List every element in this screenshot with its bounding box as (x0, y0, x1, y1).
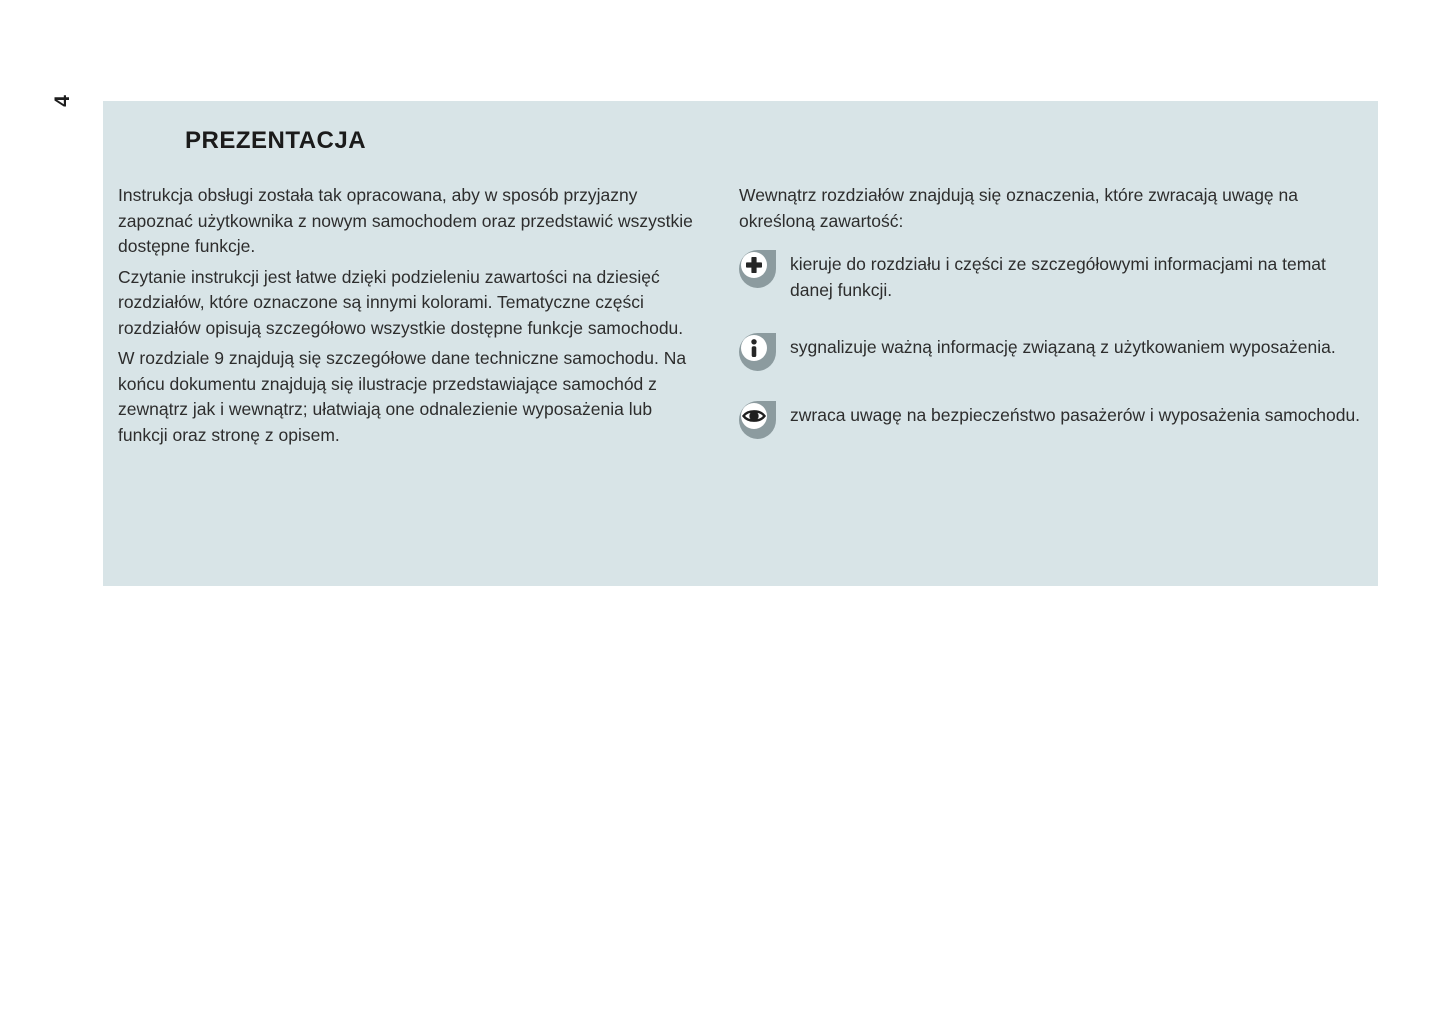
legend-item (739, 333, 1371, 371)
legend-item (739, 250, 1371, 303)
legend-item-text: sygnalizuje ważną informację związaną z użytkowaniem wyposażenia. (790, 337, 1336, 357)
content-panel (103, 101, 1378, 586)
page-title: PREZENTACJA (185, 127, 367, 154)
manual-description-paragraph: Instrukcja obsługi została tak opracowana, aby w sposób przyjazny zapoznać użytkownika z nowym samochodem oraz przedstawić wszystkie dostępne funkcje. (118, 185, 693, 256)
technical-data-paragraph: W rozdziale 9 znajdują się szczegółowe dane techniczne samochodu. Na końcu dokumentu znajdują się ilustracje przedstawiające samochód z zewnątrz jak i wewnątrz; ułatwiają one odnalezienie wyposażenia lub funkcji oraz stronę z opisem. (118, 348, 687, 445)
info-icon (739, 333, 776, 371)
right-column (739, 183, 1371, 469)
chapters-description-paragraph: Czytanie instrukcji jest łatwe dzięki podzieleniu zawartości na dziesięć rozdziałów, które oznaczone są innymi kolorami. Tematyczne części rozdziałów opisują szczegółowo wszystkie dostępne funkcje samochodu. (118, 266, 684, 338)
plus-icon (739, 250, 776, 288)
legend-item-text: zwraca uwagę na bezpieczeństwo pasażerów i wyposażenia samochodu. (790, 405, 1361, 425)
legend-intro: Wewnątrz rozdziałów znajdują się oznaczenia, które zwracają uwagę na określoną zawartość: (739, 185, 1298, 231)
left-column (118, 183, 696, 453)
plus-icon-circle (741, 252, 767, 278)
eye-icon (739, 401, 776, 439)
legend-list (739, 250, 1371, 439)
legend-item-text: kieruje do rozdziału i części ze szczegółowymi informacjami na temat danej funkcji. (790, 254, 1326, 300)
info-icon-circle (741, 335, 767, 361)
legend-item (739, 401, 1371, 439)
eye-icon-circle (741, 403, 767, 429)
page-number: 4 (51, 95, 74, 107)
